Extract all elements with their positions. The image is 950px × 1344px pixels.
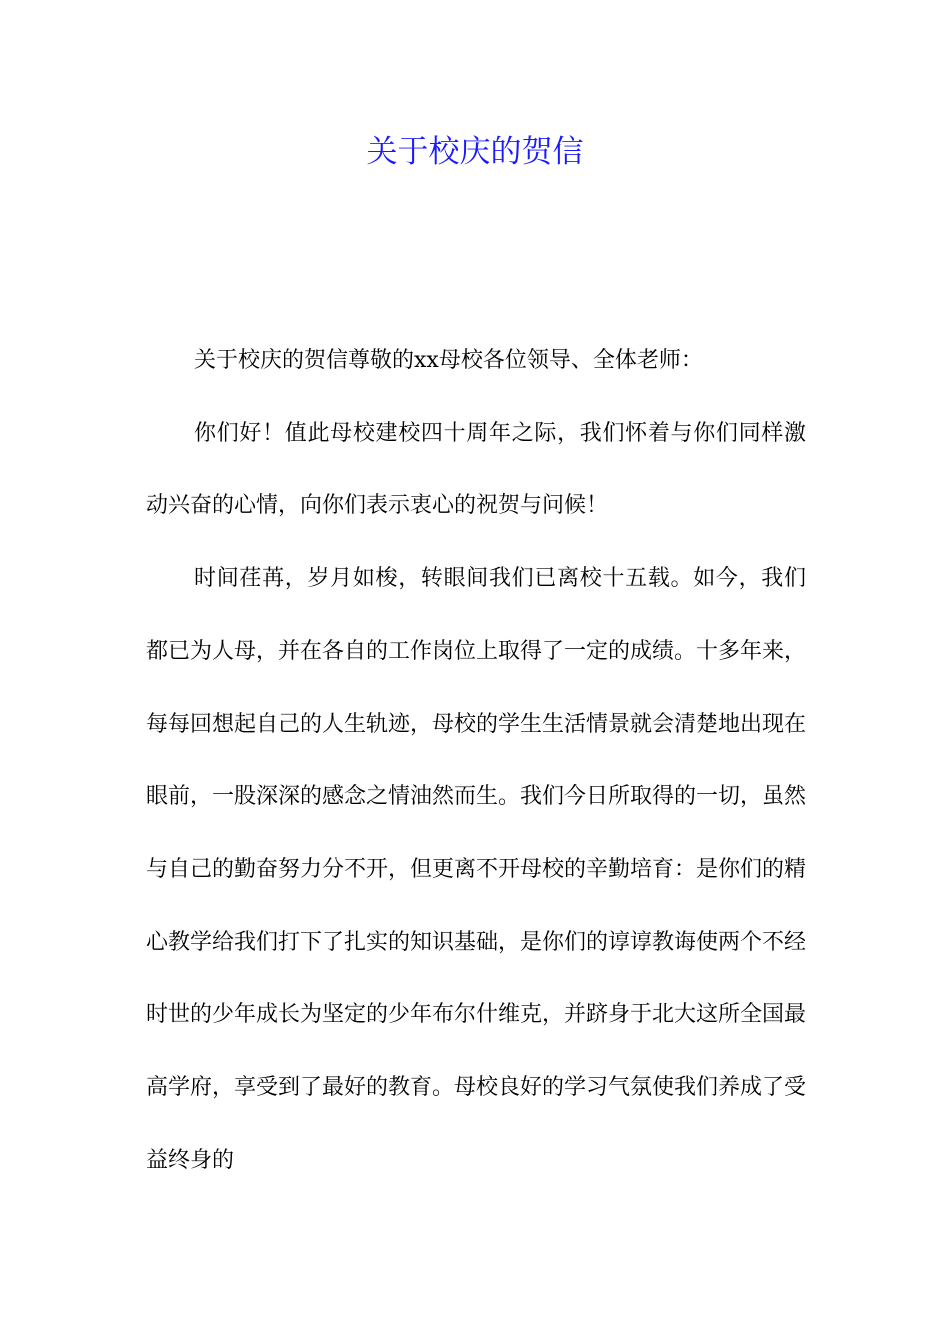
letter-body [146, 325, 806, 1197]
greeting-paragraph: 你们好！值此母校建校四十周年之际，我们怀着与你们同样激动兴奋的心情，向你们表示衷心的祝贺与问候！ [146, 420, 806, 519]
document-title: 关于校庆的贺信 [366, 134, 584, 170]
salutation-paragraph: 关于校庆的贺信尊敬的xx母校各位领导、全体老师： [194, 348, 703, 373]
body-paragraph: 时间荏苒，岁月如梭，转眼间我们已离校十五载。如今，我们都已为人母，并在各自的工作岗位上取得了一定的成绩。十多年来，每每回想起自己的人生轨迹，母校的学生生活情景就会清楚地出现在眼前，一股深深的感念之情油然而生。我们今日所取得的一切，虽然与自己的勤奋努力分不开，但更离不开母校的辛勤培育：是你们的精心教学给我们打下了扎实的知识基础，是你们的谆谆教诲使两个不经时世的少年成长为坚定的少年布尔什维克，并跻身于北大这所全国最高学府，享受到了最好的教育。母校良好的学习气氛使我们养成了受益终身的 [146, 566, 807, 1173]
